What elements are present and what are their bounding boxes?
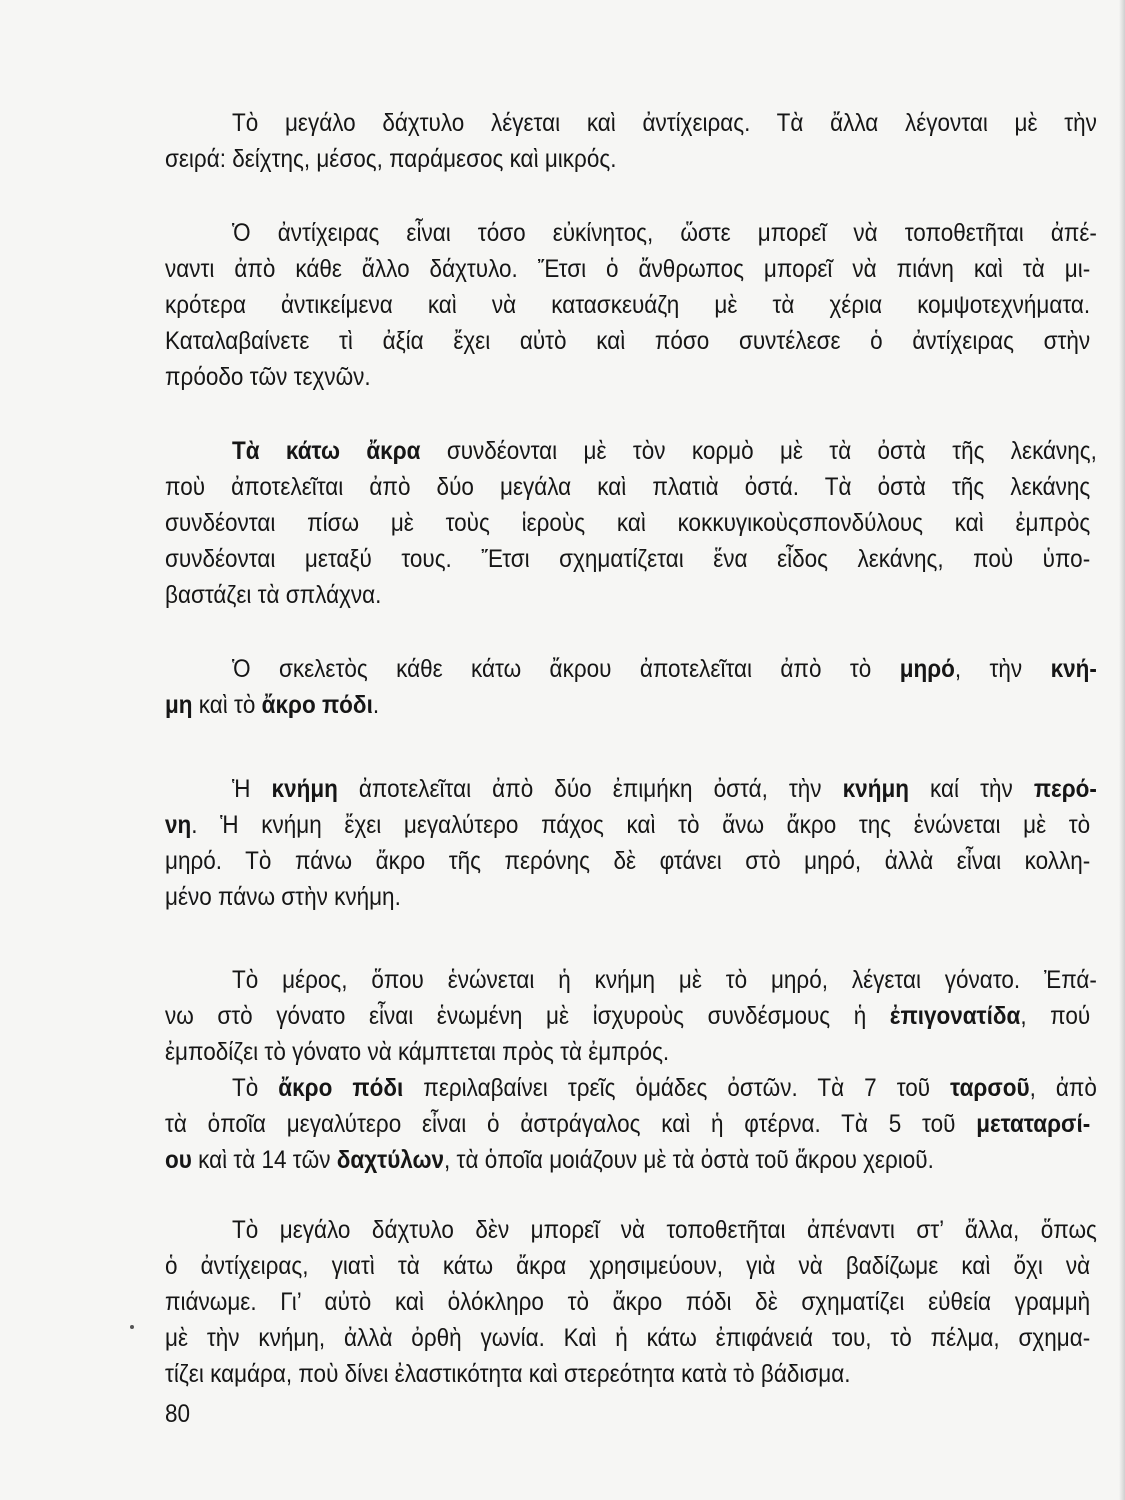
- text-segment: τίζει καμάρα, ποὺ δίνει ἐλαστικότητα καὶ στερεότητα κατὰ τὸ βάδισμα.: [165, 1360, 851, 1388]
- page-number: 80: [165, 1400, 191, 1428]
- text-line: [165, 843, 1090, 879]
- text-segment: ἀποτελεῖται ἀπὸ δύο ἐπιμήκη ὀστά, τὴν: [337, 775, 843, 803]
- text-segment: βαστάζει τὰ σπλάχνα.: [165, 581, 382, 609]
- text-segment: καί τὴν: [908, 775, 1034, 803]
- bold-term: δαχτύλων: [336, 1146, 445, 1174]
- bold-term: κνήμη: [271, 775, 338, 803]
- text-segment: Ὁ ἀντίχειρας εἶναι τόσο εὐκίνητος, ὥστε μπορεῖ νὰ τοποθετῆται ἀπέ-: [232, 219, 1097, 247]
- text-segment: πιάνωμε. Γι’ αὐτὸ καὶ ὁλόκληρο τὸ ἄκρο πόδι δὲ σχηματίζει εὐθεία γραμμὴ: [165, 1288, 1091, 1316]
- bold-term: κνή-: [1050, 655, 1097, 683]
- bold-term: ου: [165, 1146, 192, 1174]
- text-line: [165, 505, 1090, 541]
- text-segment: , πού: [1020, 1002, 1091, 1030]
- text-line: [232, 771, 1097, 807]
- text-segment: ὁ ἀντίχειρας, γιατὶ τὰ κάτω ἄκρα χρησιμεύουν, γιὰ νὰ βαδίζωμε καὶ ὄχι νὰ: [165, 1252, 1091, 1280]
- text-segment: , τὰ ὁποῖα μοιάζουν μὲ τὰ ὀστὰ τοῦ ἄκρου χεριοῦ.: [444, 1146, 934, 1174]
- text-segment: καὶ τὸ: [192, 691, 262, 719]
- text-line: [232, 105, 1097, 141]
- text-line: [165, 1320, 1090, 1356]
- text-segment: καὶ τὰ 14 τῶν: [191, 1146, 337, 1174]
- text-segment: Τὸ μεγάλο δάχτυλο δὲν μπορεῖ νὰ τοποθετῆται ἀπέναντι στ’ ἄλλα, ὅπως: [232, 1216, 1097, 1244]
- text-line: [165, 323, 1090, 359]
- text-line: [232, 433, 1097, 469]
- text-segment: Τὸ μεγάλο δάχτυλο λέγεται καὶ ἀντίχειρας. Τὰ ἄλλα λέγονται μὲ τὴν: [232, 109, 1097, 137]
- text-line: [165, 1034, 1090, 1070]
- bold-term: κνήμη: [842, 775, 909, 803]
- text-segment: μένο πάνω στὴν κνήμη.: [165, 883, 401, 911]
- text-line: [165, 1356, 1090, 1392]
- text-line: [232, 215, 1097, 251]
- bold-term: μη: [165, 691, 193, 719]
- text-segment: Καταλαβαίνετε τὶ ἀξία ἔχει αὐτὸ καὶ πόσο συντέλεσε ὁ ἀντίχειρας στὴν: [165, 327, 1091, 355]
- text-line: [165, 359, 1090, 395]
- page-edge-shadow: [1119, 0, 1125, 1500]
- text-segment: Τὸ: [232, 1074, 279, 1102]
- text-segment: , τὴν: [954, 655, 1051, 683]
- paragraph: [165, 433, 1097, 613]
- paragraph: [165, 651, 1097, 723]
- text-line: [165, 1142, 1090, 1178]
- bold-term: ἄκρο πόδι: [261, 691, 373, 719]
- text-line: [165, 807, 1090, 843]
- text-segment: ποὺ ἀποτελεῖται ἀπὸ δύο μεγάλα καὶ πλατιὰ ὀστά. Τὰ ὀστὰ τῆς λεκάνης: [165, 473, 1091, 501]
- text-segment: ναντι ἀπὸ κάθε ἄλλο δάχτυλο. Ἔτσι ὁ ἄνθρωπος μπορεῖ νὰ πιάνη καὶ τὰ μι-: [165, 255, 1091, 283]
- text-line: [165, 998, 1090, 1034]
- text-line: [232, 962, 1097, 998]
- text-line: [165, 1106, 1090, 1142]
- text-segment: σειρά: δείχτης, μέσος, παράμεσος καὶ μικρός.: [165, 145, 617, 173]
- text-line: [232, 651, 1097, 687]
- text-line: [165, 141, 1090, 177]
- text-segment: συνδέονται μὲ τὸν κορμὸ μὲ τὰ ὀστὰ τῆς λεκάνης,: [420, 437, 1097, 465]
- text-line: [165, 687, 1090, 723]
- paragraph: [165, 215, 1097, 395]
- text-segment: νω στὸ γόνατο εἶναι ἑνωμένη μὲ ἰσχυροὺς συνδέσμους ἡ: [165, 1002, 890, 1030]
- text-segment: περιλαβαίνει τρεῖς ὁμάδες ὀστῶν. Τὰ 7 τοῦ: [403, 1074, 951, 1102]
- text-line: [165, 577, 1090, 613]
- text-line: [165, 287, 1090, 323]
- bold-term: ταρσοῦ: [950, 1074, 1030, 1102]
- paragraph: [165, 1212, 1097, 1392]
- text-line: [165, 469, 1090, 505]
- text-segment: μὲ τὴν κνήμη, ἀλλὰ ὀρθὴ γωνία. Καὶ ἡ κάτω ἐπιφάνειά του, τὸ πέλμα, σχημα-: [165, 1324, 1091, 1352]
- body-text: [165, 105, 1097, 1392]
- bold-term: ἐπιγονατίδα: [889, 1002, 1021, 1030]
- paragraph: [165, 1070, 1097, 1178]
- bold-term: περό-: [1033, 775, 1097, 803]
- text-segment: . Ἡ κνήμη ἔχει μεγαλύτερο πάχος καὶ τὸ ἄνω ἄκρο της ἑνώνεται μὲ τὸ: [191, 811, 1091, 839]
- bold-term: μεταταρσί-: [976, 1110, 1091, 1138]
- text-segment: Τὸ μέρος, ὅπου ἑνώνεται ἡ κνήμη μὲ τὸ μηρό, λέγεται γόνατο. Ἐπά-: [232, 966, 1097, 994]
- paragraph: [165, 105, 1097, 177]
- text-segment: συνδέονται πίσω μὲ τοὺς ἱεροὺς καὶ κοκκυγικοὺςσπονδύλους καὶ ἐμπρὸς: [165, 509, 1091, 537]
- text-line: [165, 879, 1090, 915]
- text-line: [165, 541, 1090, 577]
- bold-term: Τὰ κάτω ἄκρα: [232, 437, 421, 465]
- bold-term: νη: [165, 811, 192, 839]
- text-segment: Ἡ: [232, 775, 272, 803]
- bold-term: μηρό: [899, 655, 955, 683]
- paragraph: [165, 962, 1097, 1070]
- text-line: [165, 251, 1090, 287]
- text-segment: μηρό. Τὸ πάνω ἄκρο τῆς περόνης δὲ φτάνει στὸ μηρό, ἀλλὰ εἶναι κολλη-: [165, 847, 1091, 875]
- bold-term: ἄκρο πόδι: [278, 1074, 404, 1102]
- text-line: [165, 1248, 1090, 1284]
- text-segment: κρότερα ἀντικείμενα καὶ νὰ κατασκευάζη μὲ τὰ χέρια κομψοτεχνήματα.: [165, 291, 1091, 319]
- text-line: [165, 1284, 1090, 1320]
- text-segment: .: [372, 691, 380, 719]
- scan-speck: [130, 1325, 134, 1329]
- paragraph: [165, 771, 1097, 915]
- text-segment: Ὁ σκελετὸς κάθε κάτω ἄκρου ἀποτελεῖται ἀπὸ τὸ: [232, 655, 900, 683]
- text-line: [232, 1070, 1097, 1106]
- text-line: [232, 1212, 1097, 1248]
- text-segment: πρόοδο τῶν τεχνῶν.: [165, 363, 371, 391]
- text-segment: τὰ ὁποῖα μεγαλύτερο εἶναι ὁ ἀστράγαλος καὶ ἡ φτέρνα. Τὰ 5 τοῦ: [165, 1110, 977, 1138]
- text-segment: συνδέονται μεταξύ τους. Ἔτσι σχηματίζεται ἕνα εἶδος λεκάνης, ποὺ ὑπο-: [165, 545, 1091, 573]
- text-segment: , ἀπὸ: [1029, 1074, 1097, 1102]
- text-segment: ἐμποδίζει τὸ γόνατο νὰ κάμπτεται πρὸς τὰ ἐμπρός.: [165, 1038, 670, 1066]
